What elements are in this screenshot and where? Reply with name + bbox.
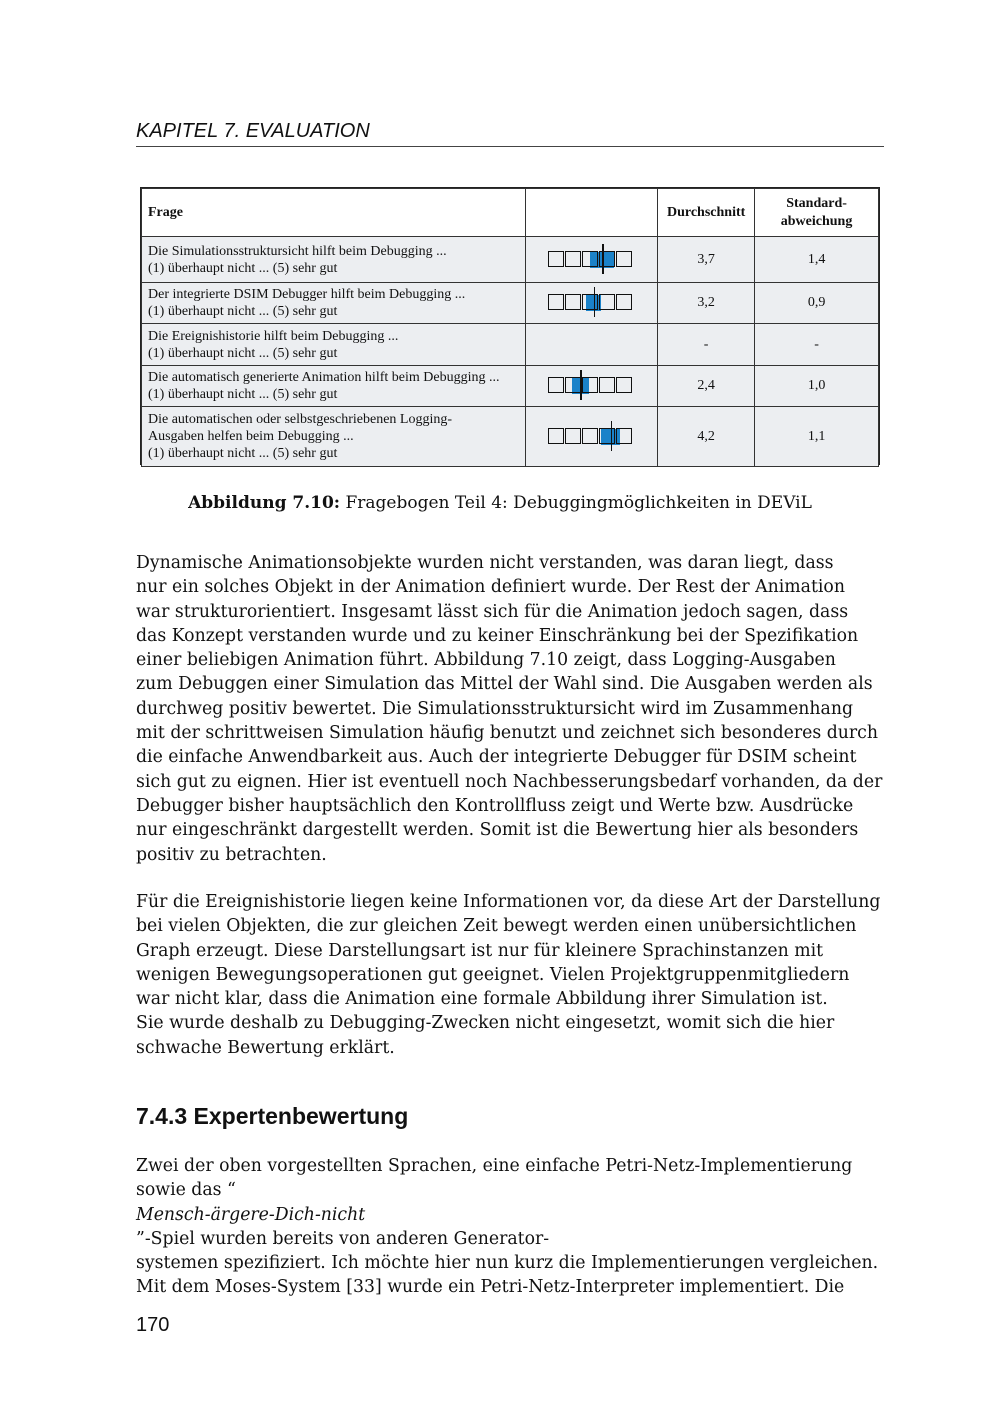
body-paragraph-2 — [136, 890, 884, 1060]
body-paragraph-3 — [136, 1154, 884, 1300]
rating-scale — [546, 428, 638, 446]
question-cell — [142, 324, 526, 366]
table-row — [142, 283, 879, 324]
text-line: systemen spezifiziert. Ich möchte hier nun kurz die Implementierungen vergleichen. — [136, 1253, 879, 1274]
mean-value: 4,2 — [658, 407, 755, 467]
scale-box — [616, 377, 632, 393]
text-line: war nicht klar, dass die Animation eine formale Abbildung ihrer Simulation ist. — [136, 989, 828, 1010]
rating-scale — [546, 377, 638, 395]
question-text: Die Ereignishistorie hilft beim Debugging ... — [148, 328, 399, 344]
table-row — [142, 407, 879, 467]
text-line: durchweg positiv bewertet. Die Simulationsstruktursicht wird im Zusammenhang — [136, 698, 854, 719]
rating-scale — [546, 251, 638, 269]
scale-box — [582, 251, 598, 267]
question-text: Die automatisch generierte Animation hilft beim Debugging ... — [148, 370, 500, 385]
rating-scale — [546, 294, 638, 312]
question-cell — [142, 237, 526, 283]
sd-value: 1,4 — [755, 237, 879, 283]
scale-box — [599, 377, 615, 393]
mean-marker — [580, 370, 582, 400]
mean-marker — [602, 244, 604, 274]
scale-box — [548, 251, 564, 267]
game-title: Mensch-ärgere-Dich-nicht — [136, 1204, 366, 1225]
column-header-question: Frage — [142, 189, 526, 237]
scale-box — [616, 428, 632, 444]
scale-box — [616, 294, 632, 310]
text-line: das Konzept verstanden wurde und zu keiner Einschränkung bei der Spezifikation — [136, 625, 859, 646]
question-cell — [142, 366, 526, 407]
rating-scale-cell — [526, 366, 658, 407]
caption-label: Abbildung 7.10: — [188, 493, 341, 513]
questionnaire-figure — [140, 187, 880, 465]
rating-scale-cell — [526, 324, 658, 366]
text-line: nur eingeschränkt dargestellt werden. Somit ist die Bewertung hier als besonders — [136, 820, 859, 841]
scale-box — [548, 377, 564, 393]
question-scale-text: (1) überhaupt nicht ... (5) sehr gut — [148, 345, 338, 361]
text-line: wenigen Bewegungsoperationen gut geeignet. Vielen Projektgruppenmitgliedern — [136, 964, 850, 985]
table-row — [142, 366, 879, 407]
question-cell — [142, 407, 526, 467]
scale-box — [599, 294, 615, 310]
sd-value: 1,1 — [755, 407, 879, 467]
figure-caption — [0, 493, 1000, 513]
question-cell — [142, 283, 526, 324]
text-line: Dynamische Animationsobjekte wurden nicht verstanden, was daran liegt, dass — [136, 553, 834, 573]
section-heading: 7.4.3 Expertenbewertung — [136, 1103, 409, 1129]
body-paragraph-1 — [136, 551, 884, 867]
mean-marker — [611, 421, 613, 451]
column-header-scale — [526, 189, 658, 237]
text-line: Debugger bisher hauptsächlich den Kontrollfluss zeigt und Werte bzw. Ausdrücke — [136, 795, 854, 816]
question-scale-text: (1) überhaupt nicht ... (5) sehr gut — [148, 387, 338, 402]
text-line: mit der schrittweisen Simulation häufig benutzt und zeichnet sich besonderes durch — [136, 723, 878, 744]
table-row — [142, 237, 879, 283]
text-line: Für die Ereignishistorie liegen keine Informationen vor, da diese Art der Darstellung — [136, 892, 881, 912]
text-line: Mit dem Moses-System [33] wurde ein Petri-Netz-Interpreter implementiert. Die — [136, 1277, 845, 1298]
column-header-sd: Standard- abweichung — [755, 189, 879, 237]
question-text: Der integrierte DSIM Debugger hilft beim Debugging ... — [148, 287, 466, 302]
text-line: Sie wurde deshalb zu Debugging-Zwecken nicht eingesetzt, womit sich die hier — [136, 1013, 835, 1034]
question-text: Die automatischen oder selbstgeschriebenen Logging- — [148, 412, 453, 427]
rating-scale-cell — [526, 283, 658, 324]
scale-box — [565, 377, 581, 393]
text-fragment: sowie das “ — [136, 1180, 236, 1201]
text-line: Graph erzeugt. Diese Darstellungsart ist nur für kleinere Sprachinstanzen mit — [136, 940, 824, 961]
text-line: zum Debuggen einer Simulation das Mittel der Wahl sind. Die Ausgaben werden als — [136, 674, 873, 695]
mean-value: 3,2 — [658, 283, 755, 324]
page-number: 170 — [136, 1314, 170, 1336]
text-line: war strukturorientiert. Insgesamt lässt sich für die Animation jedoch sagen, dass — [136, 601, 849, 622]
text-fragment: ”-Spiel wurden bereits von anderen Generator- — [136, 1228, 550, 1249]
scale-box — [565, 251, 581, 267]
mean-value: 3,7 — [658, 237, 755, 283]
scale-box — [599, 251, 615, 267]
running-header: KAPITEL 7. EVALUATION — [136, 120, 884, 147]
scale-box — [582, 428, 598, 444]
sd-value: - — [755, 324, 879, 366]
text-line: positiv zu betrachten. — [136, 844, 327, 865]
mean-value: 2,4 — [658, 366, 755, 407]
scale-box — [548, 294, 564, 310]
question-text: Die Simulationsstruktursicht hilft beim Debugging ... — [148, 243, 447, 259]
text-line: Zwei der oben vorgestellten Sprachen, eine einfache Petri-Netz-Implementierung — [136, 1156, 853, 1176]
scale-box — [548, 428, 564, 444]
sd-value: 1,0 — [755, 366, 879, 407]
table-row — [142, 324, 879, 366]
question-scale-text: (1) überhaupt nicht ... (5) sehr gut — [148, 304, 338, 319]
scale-box — [582, 377, 598, 393]
table-header-row — [142, 189, 879, 237]
scale-box — [616, 251, 632, 267]
scale-box — [599, 428, 615, 444]
scale-box — [582, 294, 598, 310]
rating-scale-cell — [526, 407, 658, 467]
scale-box — [565, 428, 581, 444]
question-scale-text: (1) überhaupt nicht ... (5) sehr gut — [148, 446, 338, 461]
mean-marker — [594, 287, 596, 317]
text-line: die einfache Anwendbarkeit aus. Auch der integrierte Debugger für DSIM scheint — [136, 747, 857, 768]
questionnaire-table — [141, 188, 879, 467]
text-line: schwache Bewertung erklärt. — [136, 1037, 395, 1058]
caption-text: Fragebogen Teil 4: Debuggingmöglichkeiten in DEViL — [340, 493, 812, 513]
text-line: sich gut zu eignen. Hier ist eventuell noch Nachbesserungsbedarf vorhanden, da der — [136, 771, 883, 792]
text-line: einer beliebigen Animation führt. Abbildung 7.10 zeigt, dass Logging-Ausgaben — [136, 650, 836, 671]
column-header-mean: Durchschnitt — [658, 189, 755, 237]
sd-value: 0,9 — [755, 283, 879, 324]
text-line — [136, 1178, 884, 1251]
rating-scale-cell — [526, 237, 658, 283]
question-text-cont: Ausgaben helfen beim Debugging ... — [148, 429, 354, 444]
question-scale-text: (1) überhaupt nicht ... (5) sehr gut — [148, 260, 338, 276]
text-line: nur ein solches Objekt in der Animation definiert wurde. Der Rest der Animation — [136, 577, 845, 598]
scale-box — [565, 294, 581, 310]
text-line: bei vielen Objekten, die zur gleichen Zeit bewegt werden einen unübersichtlichen — [136, 916, 857, 937]
mean-value: - — [658, 324, 755, 366]
